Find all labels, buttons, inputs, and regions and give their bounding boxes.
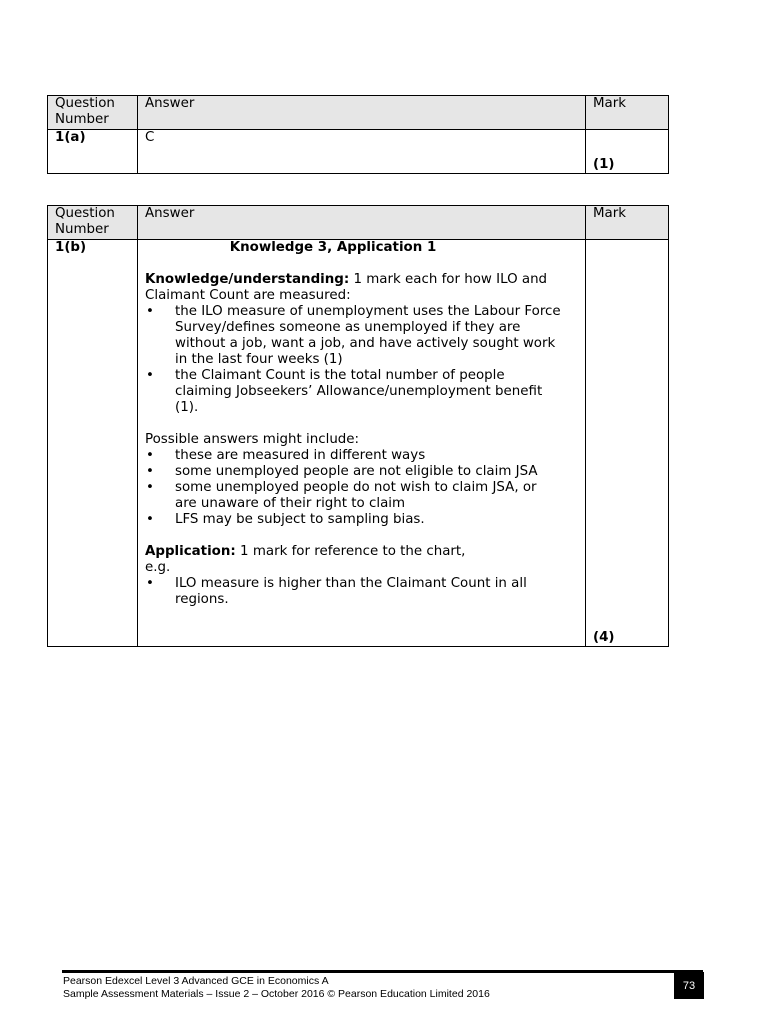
footer-rule <box>62 970 703 973</box>
header-label: Mark <box>593 96 627 111</box>
knowledge-bullet-list <box>145 304 561 416</box>
possible-answers-list <box>145 448 561 528</box>
question-number-header <box>48 96 138 130</box>
footer-line-2: Sample Assessment Materials – Issue 2 – October 2016 © Pearson Education Limited 2016 <box>63 988 490 1000</box>
footer <box>63 975 490 1001</box>
page-number: 73 <box>674 972 704 999</box>
question-number: 1(a) <box>48 130 138 174</box>
application-paragraph <box>145 544 561 576</box>
header-label: Mark <box>593 206 627 221</box>
mark-scheme-table-1a <box>47 95 669 174</box>
knowledge-paragraph <box>145 272 561 304</box>
mark-scheme-table-1b <box>47 205 669 647</box>
mark-header <box>586 96 669 130</box>
header-label: Question Number <box>55 96 115 127</box>
list-item: • some unemployed people do not wish to claim JSA, or are unaware of their right to claim <box>145 480 561 512</box>
list-item: • LFS may be subject to sampling bias. <box>145 512 561 528</box>
answer-cell <box>138 240 586 647</box>
footer-line-1: Pearson Edexcel Level 3 Advanced GCE in Economics A <box>63 975 329 987</box>
list-item: • the ILO measure of unemployment uses the Labour Force Survey/defines someone as unemployed if they are without a job, want a job, and have actively sought work in the last four weeks (1) <box>145 304 561 368</box>
application-bullet-list <box>145 576 561 608</box>
knowledge-text: 1 mark each for how ILO and Claimant Count are measured: <box>145 272 548 303</box>
table-row <box>48 240 669 647</box>
possible-answers-intro: Possible answers might include: <box>145 432 360 447</box>
question-number: 1(b) <box>48 240 138 647</box>
table-row <box>48 130 669 174</box>
answer-header <box>138 96 586 130</box>
question-number-header <box>48 206 138 240</box>
mark-value: (4) <box>593 630 615 645</box>
mark-value: (1) <box>593 157 615 172</box>
table-header-row <box>48 96 669 130</box>
answer-header <box>138 206 586 240</box>
application-text: 1 mark for reference to the chart, e.g. <box>145 544 466 575</box>
list-item: • some unemployed people are not eligible to claim JSA <box>145 464 561 480</box>
answer-cell: C <box>138 130 586 174</box>
application-label: Application: <box>145 544 236 559</box>
list-item: • the Claimant Count is the total number of people claiming Jobseekers’ Allowance/unemployment benefit (1). <box>145 368 561 416</box>
header-label: Question Number <box>55 206 115 237</box>
list-item: • ILO measure is higher than the Claimant Count in all regions. <box>145 576 561 608</box>
mark-header <box>586 206 669 240</box>
list-item: • these are measured in different ways <box>145 448 561 464</box>
knowledge-label: Knowledge/understanding: <box>145 272 350 287</box>
header-label: Answer <box>145 96 195 111</box>
mark-cell <box>586 130 669 174</box>
mark-cell <box>586 240 669 647</box>
section-title: Knowledge 3, Application 1 <box>229 240 437 255</box>
table-header-row <box>48 206 669 240</box>
header-label: Answer <box>145 206 195 221</box>
